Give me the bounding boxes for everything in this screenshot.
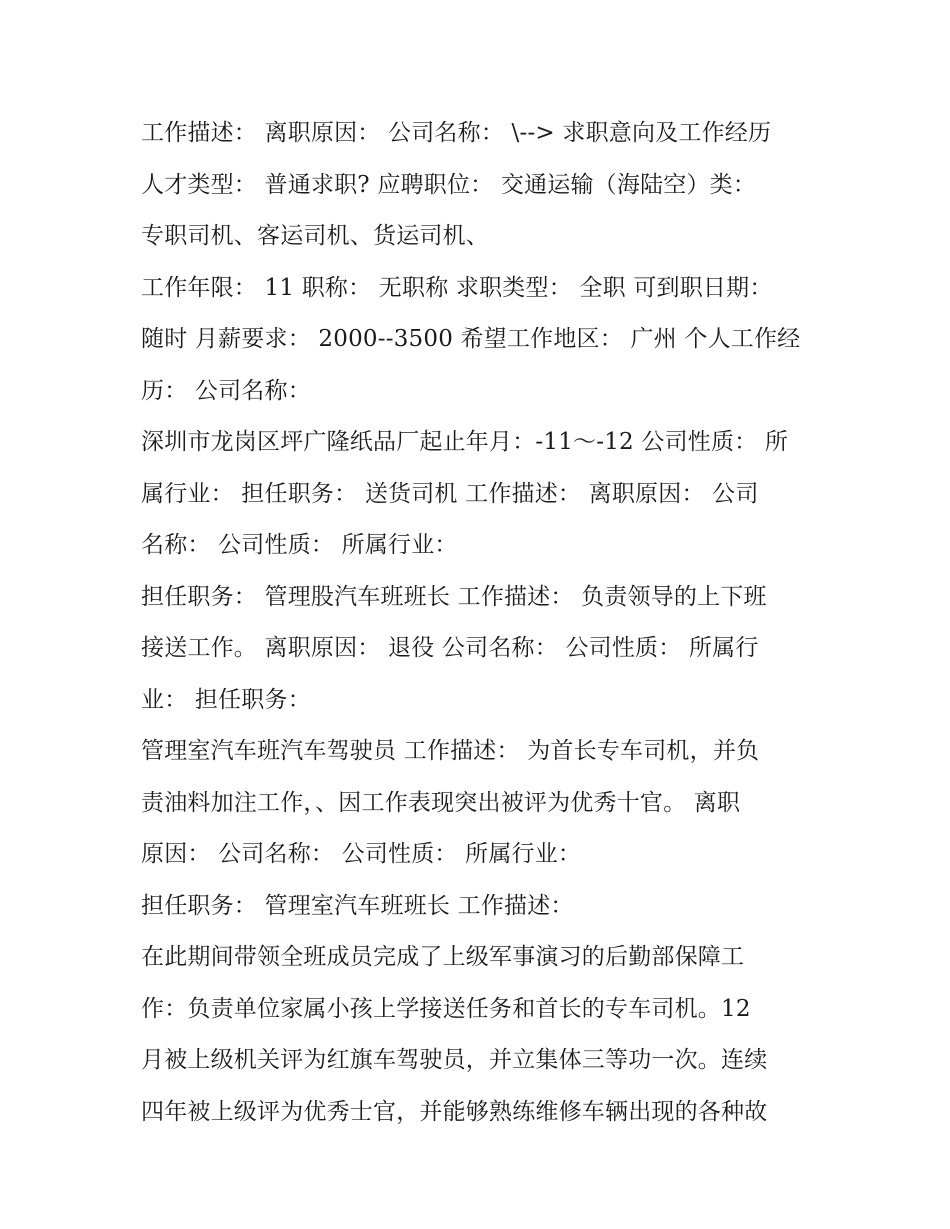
text-line: 随时 月薪要求： 2000--3500 希望工作地区： 广州 个人工作经: [141, 326, 801, 352]
text-line: 作：负责单位家属小孩上学接送任务和首长的专车司机。12: [141, 995, 751, 1022]
text-line: 原因： 公司名称： 公司性质： 所属行业：: [141, 841, 582, 867]
text-line: 责油料加注工作，、因工作表现突出被评为优秀十官。 离职: [141, 789, 741, 816]
text-line: 业： 担任职务：: [141, 686, 311, 713]
text-line: 月被上级机关评为红旗车驾驶员，并立集体三等功一次。连续: [141, 1047, 768, 1073]
resume-text-body: [141, 108, 821, 1138]
text-line: 人才类型： 普通求职? 应聘职位： 交通运输（海陆空）类：: [141, 171, 757, 198]
text-line: 专职司机、客运司机、货运司机、: [141, 223, 489, 249]
text-line: 工作年限： 11 职称： 无职称 求职类型： 全职 可到职日期：: [141, 274, 773, 301]
text-line: 工作描述： 离职原因： 公司名称： \--> 求职意向及工作经历: [141, 120, 772, 146]
text-line: 四年被上级评为优秀士官，并能够熟练维修车辆出现的各种故: [141, 1098, 768, 1125]
text-line: 名称： 公司性质： 所属行业：: [141, 532, 458, 558]
text-line: 属行业： 担任职务： 送货司机 工作描述： 离职原因： 公司: [141, 480, 759, 507]
text-line: 担任职务： 管理股汽车班班长 工作描述： 负责领导的上下班: [141, 583, 767, 610]
text-line: 管理室汽车班汽车驾驶员 工作描述： 为首长专车司机，并负: [141, 738, 760, 764]
text-line: 在此期间带领全班成员完成了上级军事演习的后勤部保障工: [141, 944, 745, 970]
text-line: 历： 公司名称：: [141, 377, 311, 404]
text-line: 担任职务： 管理室汽车班班长 工作描述：: [141, 892, 574, 919]
text-line: 深圳市龙岗区坪广隆纸品厂起止年月：-11～-12 公司性质： 所: [141, 429, 789, 455]
text-line: 接送工作。 离职原因： 退役 公司名称： 公司性质： 所属行: [141, 635, 759, 661]
